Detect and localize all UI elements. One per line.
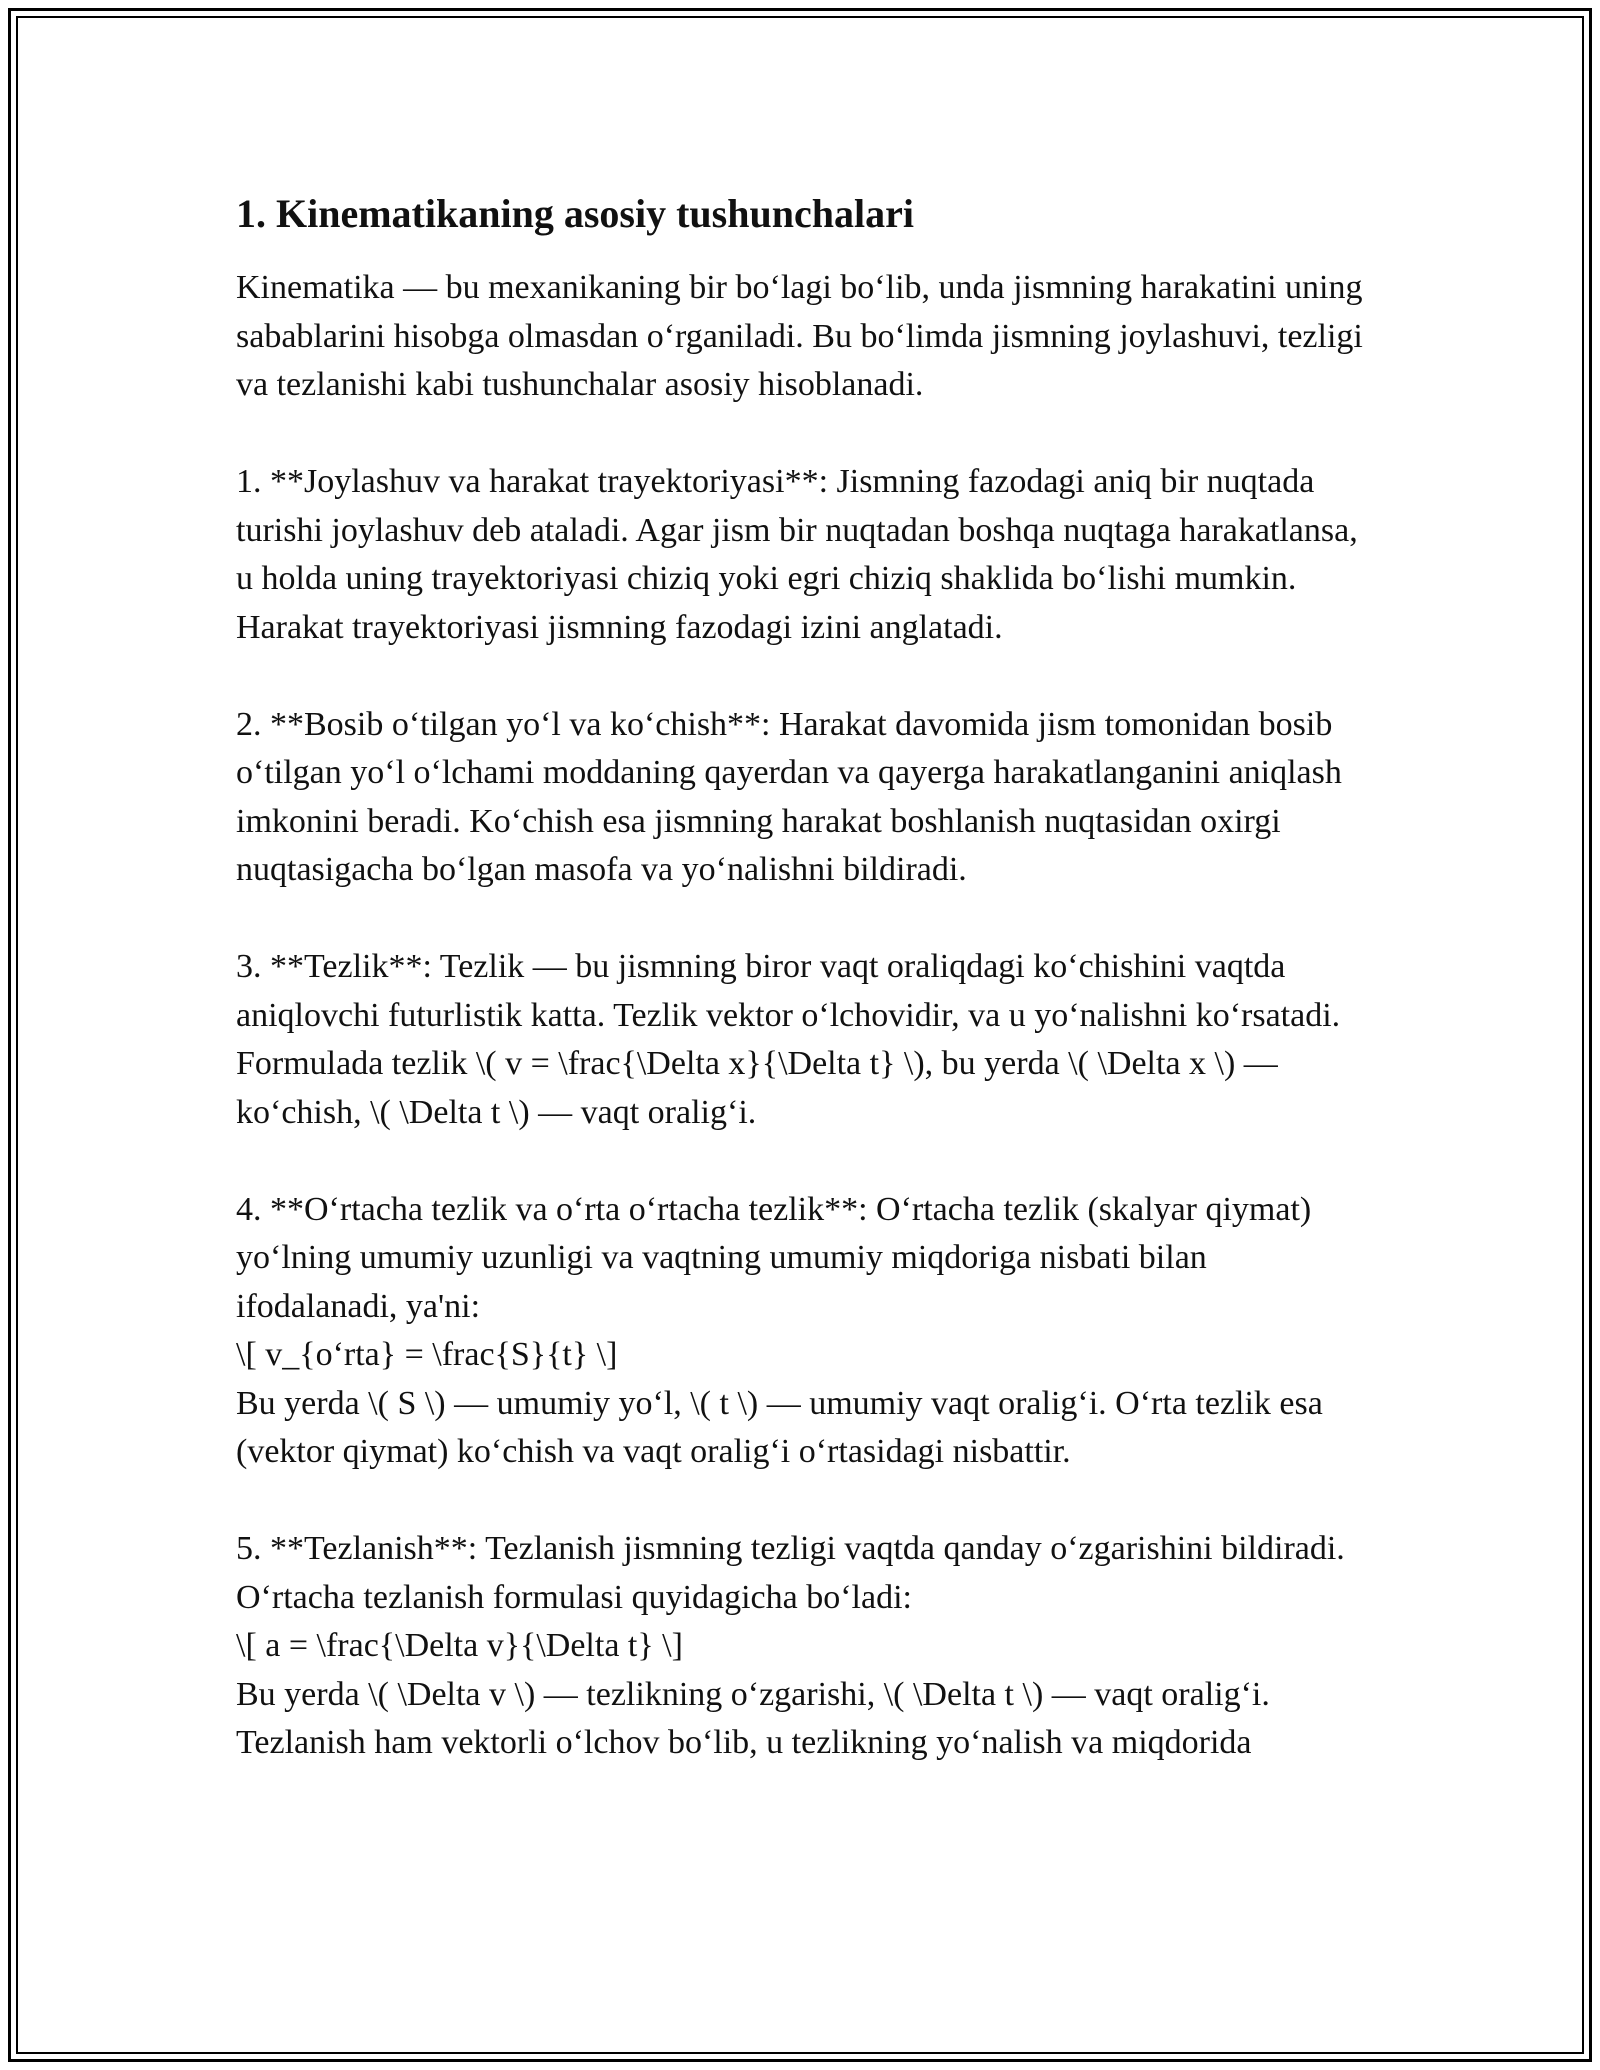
paragraph-position-trajectory: 1. **Joylashuv va harakat trayektoriyasi**: Jismning fazodagi aniq bir nuqtada turishi joylashuv deb ataladi. Agar jism bir nuqtadan boshqa nuqtaga harakatlansa, u holda uning trayektoriyasi chiziq yoki egri chiziq shaklida bo‘lishi mumkin. Harakat trayektoriyasi jismning fazodagi izini anglatadi. bbox=[236, 463, 1358, 646]
intro-paragraph: Kinematika — bu mexanikaning bir bo‘lagi bo‘lib, unda jismning harakatini uning sabablarini hisobga olmasdan o‘rganiladi. Bu bo‘limda jismning joylashuvi, tezligi va tezlanishi kabi tushunchalar asosiy hisoblanadi. bbox=[236, 269, 1363, 403]
paragraph-velocity: 3. **Tezlik**: Tezlik — bu jismning biror vaqt oraliqdagi ko‘chishini vaqtda aniqlovchi futurlistik katta. Tezlik vektor o‘lchovidir, va u yo‘nalishni ko‘rsatadi. Formulada tezlik \( v = \frac{\Delta x}{\Delta t} \), bu yerda \( \Delta x \) — ko‘chish, \( \Delta t \) — vaqt oralig‘i. bbox=[236, 948, 1341, 1131]
document-body bbox=[236, 188, 1366, 1768]
paragraph-path-displacement: 2. **Bosib o‘tilgan yo‘l va ko‘chish**: Harakat davomida jism tomonidan bosib o‘tilgan yo‘l o‘lchami moddaning qayerdan va qayerga harakatlanganini aniqlash imkonini beradi. Ko‘chish esa jismning harakat boshlanish nuqtasidan oxirgi nuqtasigacha bo‘lgan masofa va yo‘nalishni bildiradi. bbox=[236, 705, 1342, 888]
paragraph-acceleration: 5. **Tezlanish**: Tezlanish jismning tezligi vaqtda qanday o‘zgarishini bildiradi. O‘rtacha tezlanish formulasi quyidagicha bo‘ladi: \[ a = \frac{\Delta v}{\Delta t} \] Bu yerda \( \Delta v \) — tezlikning o‘zgarishi, \( \Delta t \) — vaqt oralig‘i. Tezlanish ham vektorli o‘lchov bo‘lib, u tezlikning yo‘nalish va miqdorida bbox=[236, 1530, 1345, 1761]
document-heading: 1. Kinematikaning asosiy tushunchalari bbox=[236, 191, 914, 236]
paragraph-average-velocity: 4. **O‘rtacha tezlik va o‘rta o‘rtacha tezlik**: O‘rtacha tezlik (skalyar qiymat) yo‘lning umumiy uzunligi va vaqtning umumiy miqdoriga nisbati bilan ifodalanadi, ya'ni: \[ v_{o‘rta} = \frac{S}{t} \] Bu yerda \( S \) — umumiy yo‘l, \( t \) — umumiy vaqt oralig‘i. O‘rta tezlik esa (vektor qiymat) ko‘chish va vaqt oralig‘i o‘rtasidagi nisbattir. bbox=[236, 1190, 1323, 1470]
